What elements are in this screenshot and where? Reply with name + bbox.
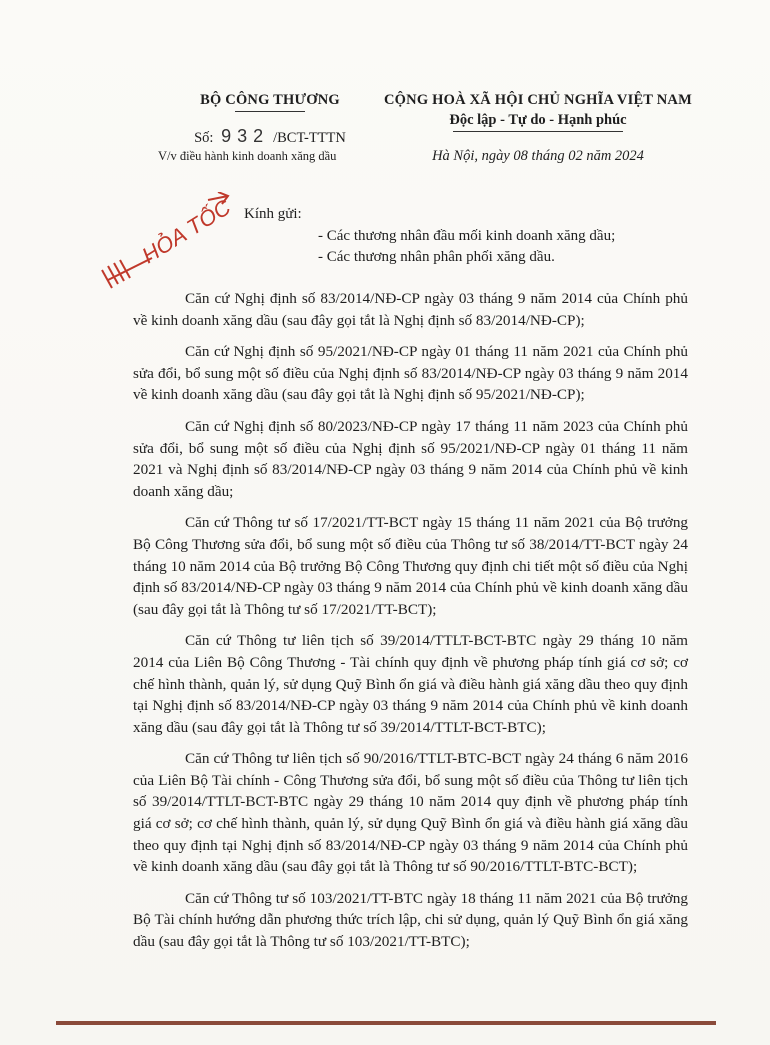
recipient-list — [318, 226, 615, 268]
body-paragraph: Căn cứ Thông tư số 103/2021/TT-BTC ngày 18 tháng 11 năm 2021 của Bộ trưởng Bộ Tài chính hướng dẫn phương thức trích lập, chi sử dụng, quản lý Quỹ Bình ổn giá xăng dầu (sau đây gọi tắt là Thông tư số 103/2021/TT-BTC); — [133, 889, 688, 951]
urgent-stamp — [90, 192, 240, 302]
stamp-text: HỎA TỐC — [137, 194, 235, 269]
ministry-underline — [235, 111, 305, 112]
body-paragraph: Căn cứ Nghị định số 80/2023/NĐ-CP ngày 17 tháng 11 năm 2023 của Chính phủ sửa đổi, bổ sung một số điều của Nghị định số 95/2021/NĐ-CP ngày 01 tháng 11 năm 2021 và Nghị định số 83/2014/NĐ-CP ngày 03 tháng 9 năm 2014 của Chính phủ về kinh doanh xăng dầu; — [133, 417, 688, 500]
motto-underline — [453, 131, 623, 132]
document-body — [133, 288, 688, 963]
date-line: Hà Nội, ngày 08 tháng 02 năm 2024 — [432, 148, 644, 164]
issuer-block — [150, 92, 390, 164]
national-header — [378, 92, 698, 165]
recipient-item: - Các thương nhân đầu mối kinh doanh xăng dầu; — [318, 228, 616, 244]
republic-name: CỘNG HOÀ XÃ HỘI CHỦ NGHĨA VIỆT NAM — [384, 92, 692, 108]
document-subject: V/v điều hành kinh doanh xăng dầu — [158, 149, 337, 163]
ministry-name: BỘ CÔNG THƯƠNG — [200, 92, 340, 108]
doc-number-prefix: Số: — [194, 130, 214, 146]
doc-number-value: 932 — [221, 126, 270, 146]
urgent-stamp-icon — [90, 192, 240, 302]
recipient-item: - Các thương nhân phân phối xăng dầu. — [318, 249, 555, 265]
body-paragraph: Căn cứ Thông tư số 17/2021/TT-BCT ngày 15 tháng 11 năm 2021 của Bộ trưởng Bộ Công Thương sửa đổi, bổ sung một số điều của Thông tư số 38/2014/TT-BCT ngày 24 tháng 10 năm 2014 của Bộ trưởng Bộ Công Thương quy định chi tiết một số điều của Nghị định số 83/2014/NĐ-CP ngày 03 tháng 9 năm 2014 của Chính phủ về kinh doanh xăng dầu (sau đây gọi tắt là Thông tư số 17/2021/TT-BCT); — [133, 514, 688, 618]
body-paragraph: Căn cứ Nghị định số 95/2021/NĐ-CP ngày 01 tháng 11 năm 2021 của Chính phủ sửa đổi, bổ sung một số điều của Nghị định số 83/2014/NĐ-CP ngày 03 tháng 9 năm 2014 về kinh doanh xăng dầu (sau đây gọi tắt là Nghị định số 95/2021/NĐ-CP); — [133, 343, 688, 404]
body-paragraph: Căn cứ Thông tư liên tịch số 90/2016/TTLT-BTC-BCT ngày 24 tháng 6 năm 2016 của Liên Bộ Tài chính - Công Thương sửa đổi, bổ sung một số điều của Thông tư liên tịch số 39/2014/TTLT-BCT-BTC ngày 29 tháng 10 năm 2014 quy định về phương pháp tính giá cơ sở; cơ chế hình thành, quản lý, sử dụng Quỹ Bình ổn giá và điều hành giá xăng dầu theo quy định tại Nghị định số 83/2014/NĐ-CP ngày 03 tháng 9 năm 2014 của Chính phủ về kinh doanh xăng dầu (sau đây gọi tắt là Thông tư số 90/2016/TTLT-BTC-BCT); — [133, 750, 688, 876]
body-paragraph: Căn cứ Thông tư liên tịch số 39/2014/TTLT-BCT-BTC ngày 29 tháng 10 năm 2014 của Liên Bộ Công Thương - Tài chính quy định về phương pháp tính giá cơ sở; cơ chế hình thành, quản lý, sử dụng Quỹ Bình ổn giá và điều hành giá xăng dầu theo quy định tại Nghị định số 83/2014/NĐ-CP ngày 03 tháng 9 năm 2014 của Chính phủ về kinh doanh xăng dầu (sau đây gọi tắt là Thông tư số 39/2014/TTLT-BCT-BTC); — [133, 632, 688, 736]
page-bottom-edge — [56, 1021, 716, 1025]
document-number — [150, 126, 390, 147]
body-paragraph: Căn cứ Nghị định số 83/2014/NĐ-CP ngày 03 tháng 9 năm 2014 của Chính phủ về kinh doanh xăng dầu (sau đây gọi tắt là Nghị định số 83/2014/NĐ-CP); — [133, 290, 688, 329]
national-motto: Độc lập - Tự do - Hạnh phúc — [449, 112, 627, 128]
greeting-label: Kính gửi: — [244, 206, 302, 222]
doc-number-suffix: /BCT-TTTN — [273, 130, 346, 146]
